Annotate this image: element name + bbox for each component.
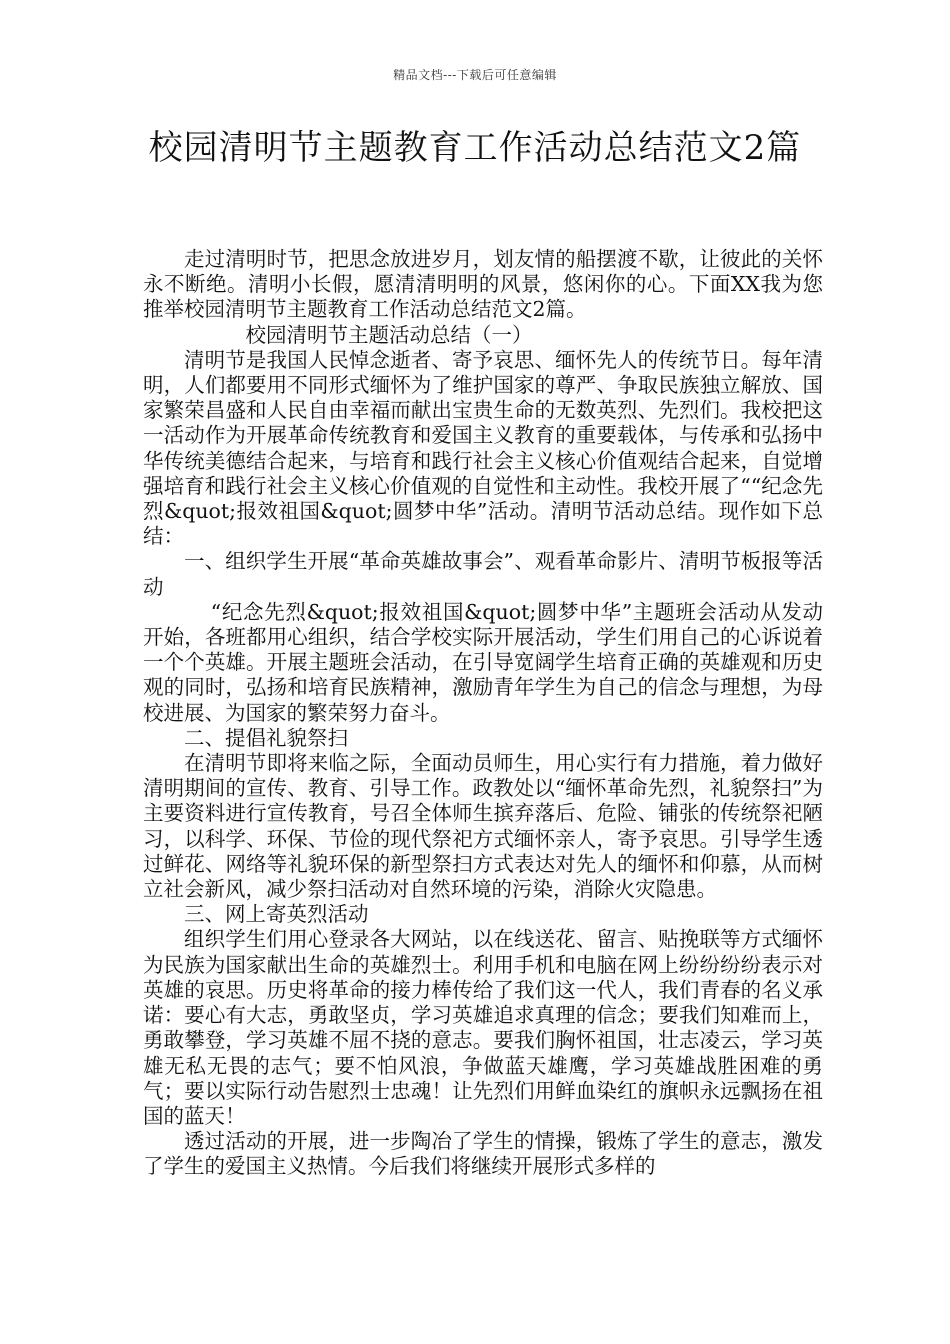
section-heading-1: 一、组织学生开展“革命英雄故事会”、观看革命影片、清明节板报等活动 (143, 549, 823, 599)
intro-paragraph: 走过清明时节，把思念放进岁月，划友情的船摆渡不歇，让彼此的关怀永不断绝。清明小长假，愿清清明明的风景，悠闲你的心。下面XX我为您推举校园清明节主题教育工作活动总结范文2篇。 (143, 247, 823, 322)
body-paragraph: 透过活动的开展，进一步陶冶了学生的情操，锻炼了学生的意志，激发了学生的爱国主义热情。今后我们将继续开展形式多样的 (143, 1129, 823, 1179)
body-paragraph: 清明节是我国人民悼念逝者、寄予哀思、缅怀先人的传统节日。每年清明，人们都要用不同形式缅怀为了维护国家的尊严、争取民族独立解放、国家繁荣昌盛和人民自由幸福而献出宝贵生命的无数英烈、先烈们。我校把这一活动作为开展革命传统教育和爱国主义教育的重要载体，与传承和弘扬中华传统美德结合起来，与培育和践行社会主义核心价值观结合起来，自觉增强培育和践行社会主义核心价值观的自觉性和主动性。我校开展了““纪念先烈&quot;报效祖国&quot;圆梦中华”活动。清明节活动总结。现作如下总结： (143, 347, 823, 549)
header-note: 精品文档---下载后可任意编辑 (393, 68, 557, 82)
section-heading-3: 三、网上寄英烈活动 (184, 902, 369, 927)
document-body (143, 247, 823, 1180)
body-paragraph: 在清明节即将来临之际，全面动员师生，用心实行有力措施，着力做好清明期间的宣传、教育、引导工作。政教处以“缅怀革命先烈，礼貌祭扫”为主要资料进行宣传教育，号召全体师生摈弃落后、危险、铺张的传统祭祀陋习，以科学、环保、节俭的现代祭祀方式缅怀亲人，寄予哀思。引导学生透过鲜花、网络等礼貌环保的新型祭扫方式表达对先人的缅怀和仰慕，从而树立社会新风，减少祭扫活动对自然环境的污染，消除火灾隐患。 (143, 751, 823, 902)
body-paragraph: “纪念先烈&quot;报效祖国&quot;圆梦中华”主题班会活动从发动开始，各班都用心组织，结合学校实际开展活动，学生们用自己的心诉说着一个个英雄。开展主题班会活动，在引导宽阔学生培育正确的英雄观和历史观的同时，弘扬和培育民族精神，激励青年学生为自己的信念与理想，为母校进展、为国家的繁荣努力奋斗。 (143, 599, 823, 725)
document-title: 校园清明节主题教育工作活动总结范文2篇 (148, 128, 802, 168)
body-paragraph: 组织学生们用心登录各大网站，以在线送花、留言、贴挽联等方式缅怀为民族为国家献出生命的英雄烈士。利用手机和电脑在网上纷纷纷纷表示对英雄的哀思。历史将革命的接力棒传给了我们这一代人，我们青春的名义承诺：要心有大志，勇敢坚贞，学习英雄追求真理的信念；要我们知难而上，勇敢攀登，学习英雄不屈不挠的意志。要我们胸怀祖国，壮志凌云，学习英雄无私无畏的志气；要不怕风浪，争做蓝天雄鹰，学习英雄战胜困难的勇气；要以实际行动告慰烈士忠魂！让先烈们用鲜血染红的旗帜永远飘扬在祖国的蓝天！ (143, 927, 823, 1128)
section-subtitle: 校园清明节主题活动总结（一） (245, 322, 533, 347)
section-heading-2: 二、提倡礼貌祭扫 (184, 725, 348, 750)
